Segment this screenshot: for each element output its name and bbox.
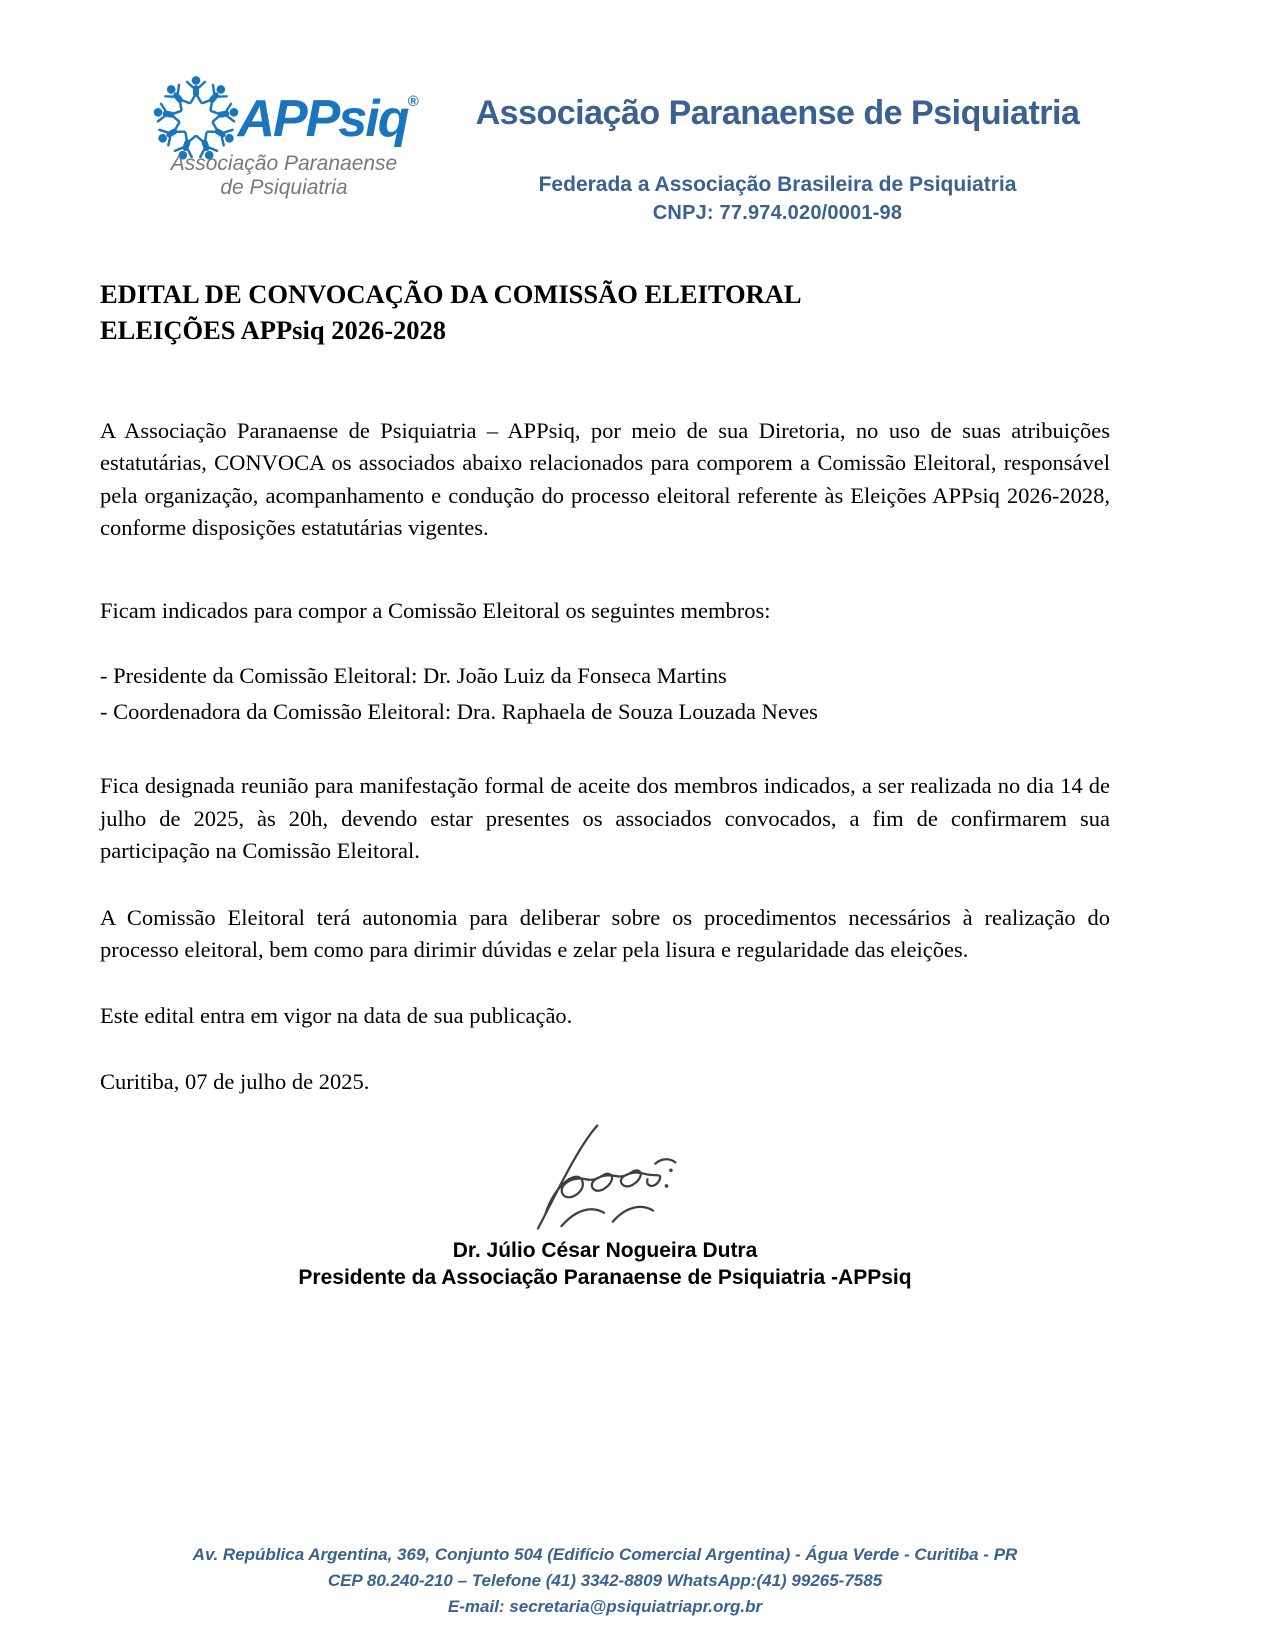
footer-contact: CEP 80.240-210 – Telefone (41) 3342-8809 WhatsApp:(41) 99265-7585 — [327, 1571, 883, 1590]
letterhead-text — [430, 72, 1125, 225]
signature-block — [100, 1121, 1110, 1292]
document-title — [100, 277, 1110, 349]
city-dateline: Curitiba, 07 de julho de 2025. — [100, 1069, 370, 1095]
paragraph-members-intro: Ficam indicados para compor a Comissão Eleitoral os seguintes membros: — [100, 597, 771, 623]
footer-email: E-mail: secretaria@psiquiatriapr.org.br — [447, 1597, 763, 1616]
letterhead — [0, 0, 1275, 225]
logo-caption-line2: de Psiquiatria — [220, 175, 348, 199]
handwritten-signature-image — [510, 1121, 700, 1233]
paragraph-meeting: Fica designada reunião para manifestação formal de aceite dos membros indicados, a ser realizada no dia 14 de julho de 2025, às 20h, devendo estar presentes os associados convocados, a fim de confirmarem sua participação na Comissão Eleitoral. — [100, 773, 1110, 864]
cnpj-line: CNPJ: 77.974.020/0001-98 — [652, 202, 903, 224]
member-president: - Presidente da Comissão Eleitoral: Dr. João Luiz da Fonseca Martins — [100, 663, 727, 689]
paragraph-convocation: A Associação Paranaense de Psiquiatria – APPsiq, por meio de sua Diretoria, no uso de suas atribuições estatutárias, CONVOCA os associados abaixo relacionados para comporem a Comissão Eleitoral, responsável pela organização, acompanhamento e condução do processo eleitoral referente às Eleições APPsiq 2026-2028, conforme disposições estatutárias vigentes. — [100, 417, 1110, 541]
paragraph-autonomy: A Comissão Eleitoral terá autonomia para deliberar sobre os procedimentos necessários à realização do processo eleitoral, bem como para dirimir dúvidas e zelar pela lisura e regularidade das eleições. — [100, 904, 1110, 963]
federation-line: Federada a Associação Brasileira de Psiquiatria — [538, 173, 1017, 196]
paragraph-effective-date: Este edital entra em vigor na data de sua publicação. — [100, 1002, 573, 1028]
organization-name: Associação Paranaense de Psiquiatria — [475, 94, 1080, 132]
footer — [100, 1542, 1110, 1620]
document-title-line2: ELEIÇÕES APPsiq 2026-2028 — [100, 314, 447, 345]
signer-name: Dr. Júlio César Nogueira Dutra — [452, 1239, 758, 1263]
footer-address: Av. República Argentina, 369, Conjunto 504 (Edifício Comercial Argentina) - Água Verde - Curitiba - PR — [192, 1545, 1018, 1564]
logo-brand-text — [237, 90, 419, 148]
logo-brand-name: APPsiq — [237, 90, 408, 148]
logo-caption — [171, 152, 397, 199]
signer-role: Presidente da Associação Paranaense de Psiquiatria -APPsiq — [298, 1265, 912, 1289]
document-body — [0, 277, 1275, 1292]
document-title-line1: EDITAL DE CONVOCAÇÃO DA COMISSÃO ELEITORAL — [100, 279, 802, 309]
appsiq-logo — [138, 72, 430, 199]
members-list — [100, 658, 1110, 730]
registered-trademark-symbol: ® — [407, 93, 419, 110]
member-coordinator: - Coordenadora da Comissão Eleitoral: Dra. Raphaela de Souza Louzada Neves — [100, 699, 818, 725]
logo-caption-line1: Associação Paranaense — [170, 152, 398, 175]
